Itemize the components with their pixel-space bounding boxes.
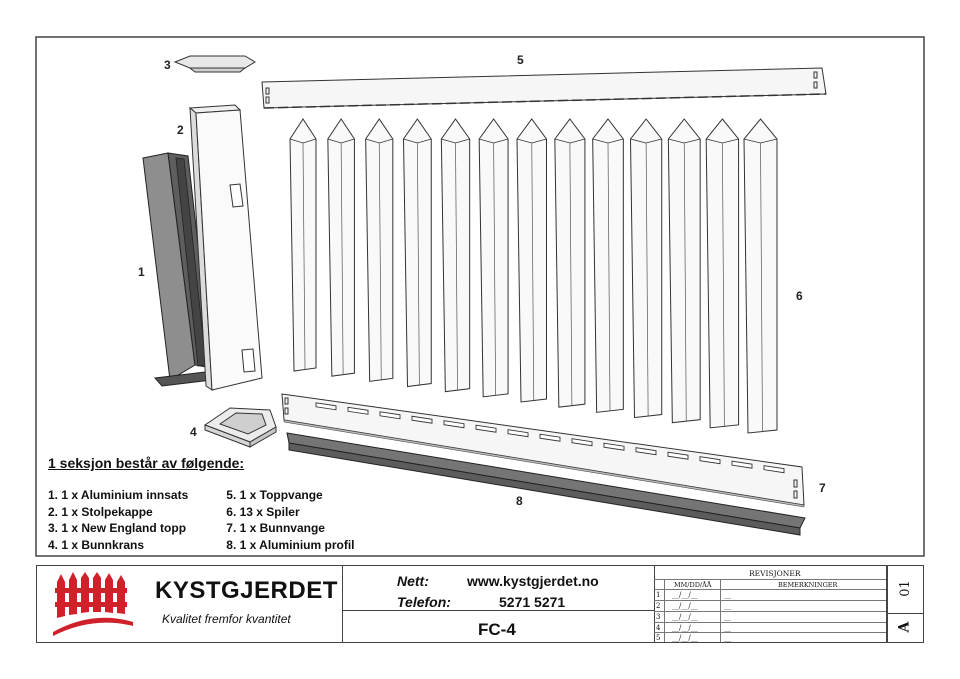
web-address: www.kystgjerdet.no [467,573,599,589]
legend-title: 1 seksjon består av følgende: [48,455,245,471]
part-5-toppvange [262,68,826,108]
picket [593,119,624,412]
rev-date-header: MM/DD/ÅÅ [674,581,712,589]
callout-1: 1 [138,265,145,279]
picket [328,119,355,376]
callout-7: 7 [819,481,826,495]
legend-item: 7. 1 x Bunnvange [226,521,325,535]
rev-remark: __ [724,591,731,599]
rev-date: __/__/__ [672,613,698,621]
rev-no: 3 [656,613,661,621]
picket [441,119,469,392]
rev-date: __/__/__ [672,624,698,632]
picket [517,119,547,402]
revision-row [654,632,886,644]
rev-no: 5 [656,634,661,642]
rev-no: 2 [656,602,661,610]
picket [706,119,738,428]
brand-tagline: Kvalitet fremfor kvantitet [162,612,291,626]
callout-8: 8 [516,494,523,508]
divider [886,566,888,642]
callout-2: 2 [177,123,184,137]
picket [668,119,700,423]
legend-item: 4. 1 x Bunnkrans [48,537,145,552]
revisions-title: REVISJONER [749,569,801,578]
legend-column-left [48,487,188,553]
sheet-number: 01 [897,580,913,597]
divider [654,579,886,580]
legend-item: 5. 1 x Toppvange [226,488,323,502]
sheet-size: A [896,621,913,633]
picket [631,119,662,418]
rev-date: __/__/__ [672,634,698,642]
rev-remark: __ [724,613,731,621]
picket [479,119,508,397]
phone-label: Telefon: [397,594,451,610]
callout-3: 3 [164,58,171,72]
rev-remark: __ [724,634,731,642]
title-block [36,565,924,643]
picket [744,119,777,433]
part-4-bunnkrans [205,408,276,447]
rev-no: 1 [656,591,661,599]
divider [342,610,654,611]
divider [887,613,923,614]
web-label: Nett: [397,573,429,589]
legend-item: 1. 1 x Aluminium innsats [48,488,189,502]
picket [555,119,585,407]
legend-item: 8. 1 x Aluminium profil [226,537,355,552]
revisions-table [654,566,886,642]
legend-column-right [226,487,354,553]
drawing-number: FC-4 [478,620,516,639]
callout-4: 4 [190,425,197,439]
rev-date: __/__/__ [672,602,698,610]
brand-name: KYSTGJERDET [155,577,338,604]
rev-remarks-header: BEMERKNINGER [778,581,838,589]
divider [342,566,343,642]
picket [404,119,432,387]
legend-item: 3. 1 x New England topp [48,521,187,535]
legend-item: 2. 1 x Stolpekappe [48,504,153,519]
callout-5: 5 [517,53,524,67]
part-3-new-england-topp [175,56,255,72]
rev-remark: __ [724,602,731,610]
part-6-spiler [290,119,777,433]
callout-6: 6 [796,289,803,303]
kystgjerdet-logo-icon [53,572,135,636]
parts-legend [48,455,355,553]
legend-item: 6. 13 x Spiler [226,504,300,519]
rev-date: __/__/__ [672,591,698,599]
rev-no: 4 [656,624,661,632]
picket [290,119,316,371]
phone-number: 5271 5271 [499,594,566,610]
rev-remark: __ [724,624,731,632]
picket [366,119,393,381]
